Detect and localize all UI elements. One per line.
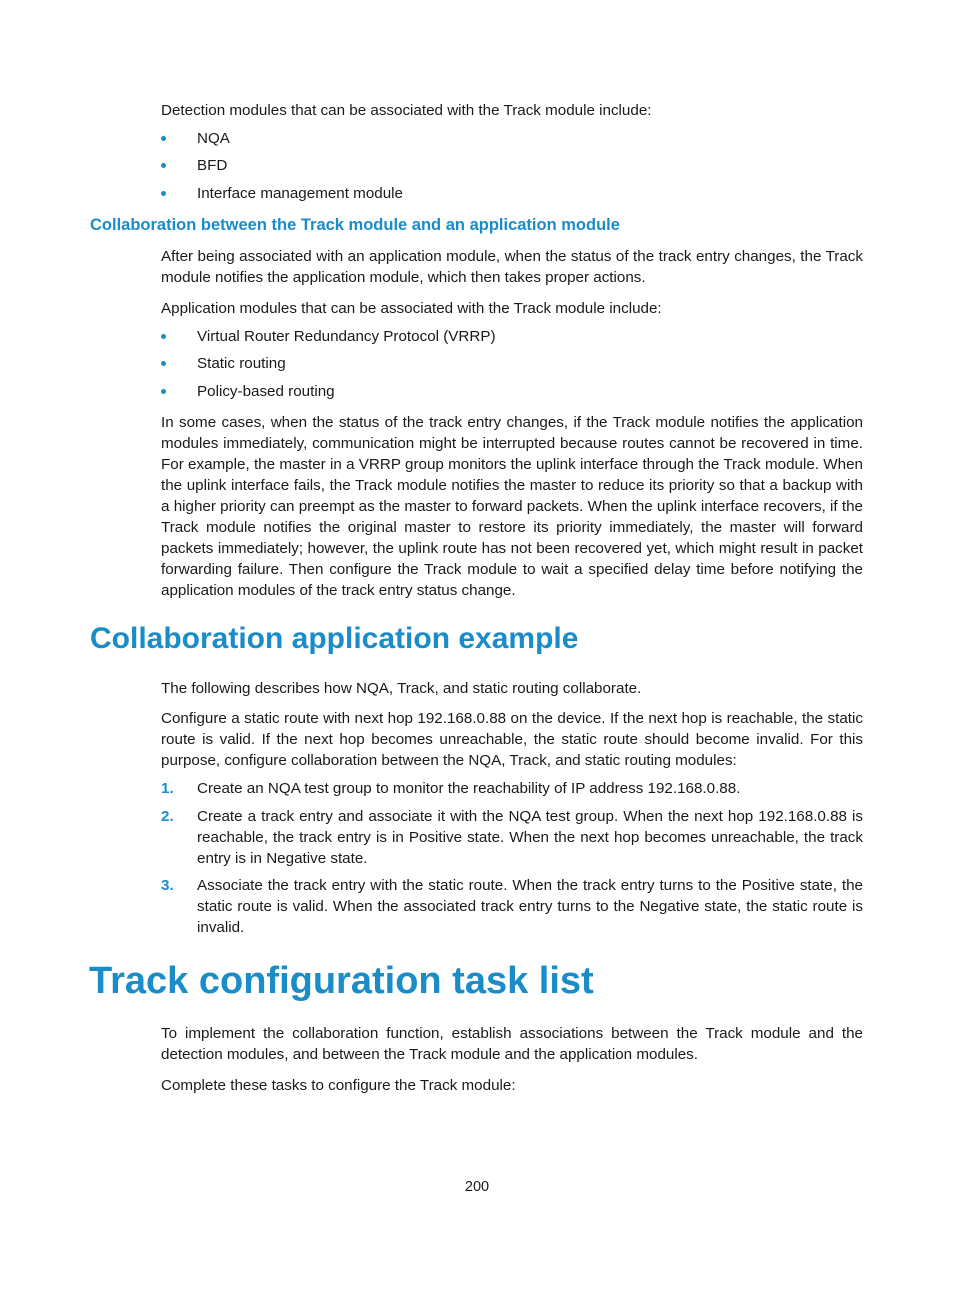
bullet-icon bbox=[161, 361, 166, 366]
step-number: 3. bbox=[161, 877, 174, 894]
bullet-icon bbox=[161, 136, 166, 141]
paragraph: To implement the collaboration function, establish associations between the Track module and the detection modules, and between the Track module and the application modules. bbox=[161, 1025, 863, 1063]
paragraph: After being associated with an application module, when the status of the track entry changes, the Track module notifies the application module, which then takes proper actions. bbox=[161, 248, 863, 286]
paragraph: Configure a static route with next hop 192.168.0.88 on the device. If the next hop is reachable, the static route is valid. If the next hop becomes unreachable, the static route should become invalid. For this purpose, configure collaboration between the NQA, Track, and static routing modules: bbox=[161, 710, 863, 769]
bullet-icon bbox=[161, 191, 166, 196]
section-heading-example: Collaboration application example bbox=[90, 622, 579, 655]
list-item-label: Interface management module bbox=[197, 185, 403, 202]
list-item-label: NQA bbox=[197, 130, 230, 147]
list-item-label: BFD bbox=[197, 157, 228, 174]
step-number: 2. bbox=[161, 808, 174, 825]
paragraph: The following describes how NQA, Track, and static routing collaborate. bbox=[161, 680, 642, 697]
bullet-icon bbox=[161, 334, 166, 339]
step-text: Create a track entry and associate it with the NQA test group. When the next hop 192.168.0.88 is reachable, the track entry is in Positive state. When the next hop becomes unreachable, the track entry is in Negative state. bbox=[197, 808, 863, 867]
list-item-label: Policy-based routing bbox=[197, 383, 335, 400]
list-item-label: Virtual Router Redundancy Protocol (VRRP) bbox=[197, 328, 496, 345]
detection-modules-intro: Detection modules that can be associated with the Track module include: bbox=[161, 102, 652, 119]
page-section-title: Track configuration task list bbox=[89, 960, 594, 1002]
bullet-icon bbox=[161, 163, 166, 168]
paragraph: In some cases, when the status of the track entry changes, if the Track module notifies the application modules immediately, communication might be interrupted because routes cannot be recovered in time. For example, the master in a VRRP group monitors the uplink interface through the Track module. When the uplink interface fails, the Track module notifies the master to reduce its priority so that a backup with a higher priority can preempt as the master to forward packets. When the uplink interface recovers, if the Track module notifies the original master to restore its priority immediately, the master will forward packets immediately; however, the uplink route has not been recovered yet, which might result in packet forwarding failure. Then configure the Track module to wait a specified delay time before notifying the application modules of the track entry status change. bbox=[161, 414, 863, 599]
bullet-icon bbox=[161, 389, 166, 394]
step-text: Create an NQA test group to monitor the reachability of IP address 192.168.0.88. bbox=[197, 780, 741, 797]
numbered-step bbox=[161, 806, 863, 869]
step-number: 1. bbox=[161, 780, 174, 797]
section-heading-app-module: Collaboration between the Track module and an application module bbox=[90, 216, 620, 234]
list-item-label: Static routing bbox=[197, 355, 286, 372]
paragraph: Application modules that can be associated with the Track module include: bbox=[161, 300, 662, 317]
step-text: Associate the track entry with the static route. When the track entry turns to the Positive state, the static route is valid. When the associated track entry turns to the Negative state, the static route is invalid. bbox=[197, 877, 863, 936]
page-number: 200 bbox=[464, 1179, 490, 1195]
numbered-step bbox=[161, 778, 863, 799]
paragraph: Complete these tasks to configure the Track module: bbox=[161, 1077, 516, 1094]
numbered-step bbox=[161, 875, 863, 938]
